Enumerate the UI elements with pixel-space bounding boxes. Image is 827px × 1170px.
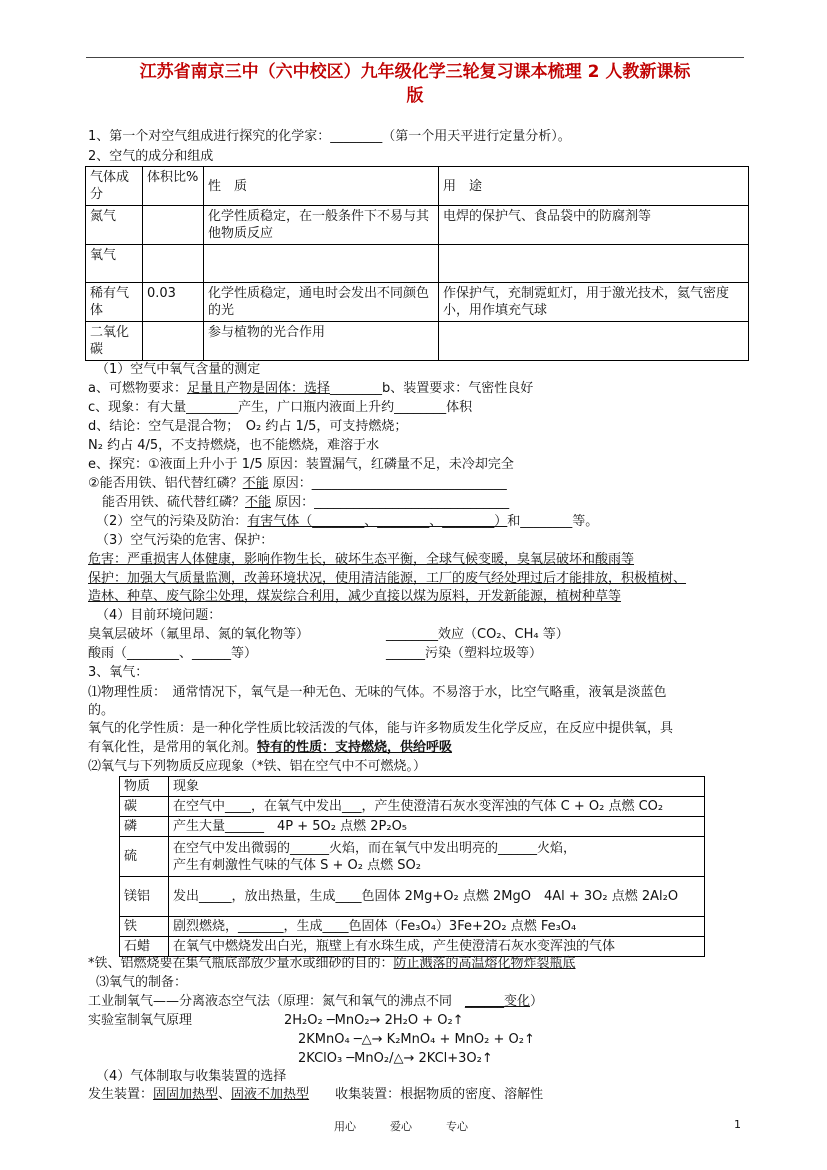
reaction-table bbox=[119, 776, 705, 957]
line-a-prefix: a、可燃物要求： bbox=[88, 381, 187, 396]
chemical-props-text: 有氧化性，是常用的氧化剂。 bbox=[88, 740, 258, 755]
env-plastic: ______污染（塑料垃圾等） bbox=[386, 646, 543, 661]
cell-substance: 硫 bbox=[120, 837, 169, 877]
oxygen-heading: 3、氧气： bbox=[88, 665, 149, 680]
cell-volume bbox=[143, 206, 204, 245]
special-property: 特有的性质：支持燃烧，供给呼吸 bbox=[257, 740, 453, 755]
cell-gas: 二氧化碳 bbox=[86, 322, 143, 361]
line-n2: N₂ 约占 4/5，不支持燃烧，也不能燃烧，难溶于水 bbox=[88, 438, 380, 453]
solid-solid-heating: 固固加热型 bbox=[153, 1087, 219, 1102]
cell-phenomenon: 产生大量______ 4P + 5O₂ 点燃 2P₂O₅ bbox=[169, 817, 705, 837]
cell-phenomenon: 在氧气中燃烧发出白光，瓶壁上有水珠生成，产生使澄清石灰水变浑浊的气体 bbox=[169, 937, 705, 957]
apparatus-sep: 、 bbox=[218, 1087, 232, 1102]
apparatus-line bbox=[88, 1086, 543, 1103]
cell-property: 参与植物的光合作用 bbox=[204, 322, 439, 361]
header-rule bbox=[86, 57, 744, 58]
header-phenomenon: 现象 bbox=[169, 777, 705, 797]
pollution-suffix: 和________等。 bbox=[507, 514, 599, 529]
reaction-header-row bbox=[120, 777, 705, 797]
section-pollution bbox=[96, 513, 598, 530]
physical-props-2: 的。 bbox=[88, 703, 115, 718]
table-row bbox=[120, 837, 705, 877]
pollution-prefix: （2）空气的污染及防治： bbox=[96, 514, 248, 529]
table-row bbox=[86, 283, 749, 322]
footer-word-2: 爱心 bbox=[390, 1120, 412, 1133]
cell-phenomenon: 在空气中____，在氧气中发出___，产生使澄清石灰水变浑浊的气体 C + O₂ 点燃 CO₂ bbox=[169, 797, 705, 817]
cell-gas: 稀有气体 bbox=[86, 283, 143, 322]
cell-volume bbox=[143, 245, 204, 283]
cell-gas: 氧气 bbox=[86, 245, 143, 283]
s-answer: 不能 bbox=[245, 495, 272, 510]
table-header-row bbox=[86, 167, 749, 206]
title-line-2: 版 bbox=[406, 86, 424, 106]
cell-use bbox=[439, 245, 749, 283]
harm-text: 危害：严重损害人体健康，影响作物生长，破坏生态平衡，全球气候变暖，臭氧层破坏和酸雨等 bbox=[88, 552, 635, 567]
footer-word-1: 用心 bbox=[334, 1120, 356, 1133]
title-line-1: 江苏省南京三中（六中校区）九年级化学三轮复习课本梳理 2 人教新课标 bbox=[139, 62, 691, 82]
page-number: 1 bbox=[734, 1118, 741, 1131]
section-oxygen-measure: （1）空气中氧气含量的测定 bbox=[96, 362, 261, 377]
cell-substance: 镁铝 bbox=[120, 877, 169, 917]
s-reason: 原因：______________________________ bbox=[271, 495, 510, 510]
cell-substance: 碳 bbox=[120, 797, 169, 817]
table-row bbox=[120, 797, 705, 817]
table-row bbox=[86, 245, 749, 283]
header-property: 性 质 bbox=[204, 167, 439, 206]
lab-method: 实验室制氧气原理 bbox=[88, 1013, 193, 1028]
sulfur-line-2: 产生有刺激性气味的气体 S + O₂ 点燃 SO₂ bbox=[173, 857, 421, 873]
protect-text-2: 造林、种草、废气除尘处理，煤炭综合利用，减少直接以煤为原料，开发新能源，植树种草等 bbox=[88, 589, 622, 604]
table-row bbox=[86, 322, 749, 361]
equation-kclo3: 2KClO₃ ─MnO₂/△→ 2KCl+3O₂↑ bbox=[298, 1051, 493, 1066]
section-env-issues: （4）目前环境问题： bbox=[96, 608, 222, 623]
env-ozone: 臭氧层破坏（氟里昂、氮的氧化物等） bbox=[88, 627, 310, 642]
line-fe-s bbox=[102, 494, 509, 511]
header-volume: 体积比% bbox=[143, 167, 204, 206]
env-acid-rain: 酸雨（________、______等） bbox=[88, 646, 258, 661]
air-composition-table bbox=[85, 166, 749, 361]
line-a bbox=[88, 380, 533, 397]
cell-use bbox=[439, 322, 749, 361]
cell-substance: 磷 bbox=[120, 817, 169, 837]
line-e: e、探究：①液面上升小于 1/5 原因：装置漏气，红磷量不足，未冷却完全 bbox=[88, 457, 514, 472]
line-d: d、结论：空气是混合物； O₂ 约占 1/5，可支持燃烧； bbox=[88, 419, 408, 434]
industry-blank: ______变化 bbox=[465, 994, 531, 1009]
line-a-rest: ________b、装置要求：气密性良好 bbox=[329, 381, 534, 396]
cell-property: 化学性质稳定，在一般条件下不易与其他物质反应 bbox=[204, 206, 439, 245]
line-fe-al bbox=[88, 475, 507, 492]
physical-props-1: ⑴物理性质： 通常情况下，氧气是一种无色、无味的气体。不易溶于水，比空气略重，液氧是淡蓝色 bbox=[88, 685, 667, 700]
table-row bbox=[120, 877, 705, 917]
fe-question: ②能否用铁、铝代替红磷？ bbox=[88, 476, 243, 491]
industry-close: ） bbox=[530, 994, 544, 1009]
iron-note-answer: 防止溅落的高温熔化物炸裂瓶底 bbox=[393, 956, 576, 971]
iron-note-text: *铁、铝燃烧要在集气瓶底部放少量水或细砂的目的： bbox=[88, 956, 394, 971]
cell-property bbox=[204, 245, 439, 283]
env-greenhouse: ________效应（CO₂、CH₄ 等） bbox=[386, 627, 569, 642]
cell-phenomenon: 剧烈燃烧，_______，生成____色固体（Fe₃O₄）3Fe+2O₂ 点燃 Fe₃O₄ bbox=[169, 917, 705, 937]
document-title bbox=[80, 60, 750, 108]
cell-volume: 0.03 bbox=[143, 283, 204, 322]
s-question: 能否用铁、硫代替红磷？ bbox=[102, 495, 246, 510]
chemical-props-2 bbox=[88, 739, 452, 756]
apparatus-label: 发生装置： bbox=[88, 1087, 154, 1102]
industry-method bbox=[88, 993, 543, 1010]
chemical-props-1: 氧气的化学性质：是一种化学性质比较活泼的气体，能与许多物质发生化学反应，在反应中提供氧，具 bbox=[88, 721, 674, 736]
cell-gas: 氮气 bbox=[86, 206, 143, 245]
fe-reason: 原因：______________________________ bbox=[268, 476, 507, 491]
reaction-heading: ⑵氧气与下列物质反应现象（*铁、铝在空气中不可燃烧。） bbox=[88, 759, 427, 774]
question-1: 1、第一个对空气组成进行探究的化学家：________（第一个用天平进行定量分析）。 bbox=[88, 129, 571, 144]
footer-word-3: 专心 bbox=[446, 1120, 468, 1133]
cell-use: 电焊的保护气、食品袋中的防腐剂等 bbox=[439, 206, 749, 245]
pollution-gases: 有害气体（________、________、________） bbox=[247, 514, 508, 529]
fe-answer: 不能 bbox=[242, 476, 269, 491]
iron-note bbox=[88, 955, 576, 972]
section-apparatus: （4）气体制取与收集装置的选择 bbox=[96, 1069, 287, 1084]
question-2: 2、空气的成分和组成 bbox=[88, 149, 214, 164]
industry-text: 工业制氧气——分离液态空气法（原理：氮气和氧气的沸点不同 bbox=[88, 994, 466, 1009]
line-a-underlined: 足量且产物是固体：选择 bbox=[186, 381, 330, 396]
section-preparation: ⑶氧气的制备： bbox=[96, 975, 188, 990]
header-gas: 气体成分 bbox=[86, 167, 143, 206]
protect-text-1: 保护：加强大气质量监测，改善环境状况，使用清洁能源，工厂的废气经处理过后才能排放，积极植树、 bbox=[88, 571, 687, 586]
cell-phenomenon bbox=[169, 837, 705, 877]
collection-text: 收集装置：根据物质的密度、溶解性 bbox=[309, 1087, 544, 1102]
table-row bbox=[120, 917, 705, 937]
cell-use: 作保护气，充制霓虹灯，用于激光技术，氦气密度小，用作填充气球 bbox=[439, 283, 749, 322]
header-substance: 物质 bbox=[120, 777, 169, 797]
cell-property: 化学性质稳定，通电时会发出不同颜色的光 bbox=[204, 283, 439, 322]
cell-phenomenon: 发出_____，放出热量，生成____色固体 2Mg+O₂ 点燃 2MgO 4Al + 3O₂ 点燃 2Al₂O bbox=[169, 877, 705, 917]
cell-volume bbox=[143, 322, 204, 361]
equation-kmno4: 2KMnO₄ ─△→ K₂MnO₄ + MnO₂ + O₂↑ bbox=[298, 1032, 535, 1047]
table-row bbox=[120, 937, 705, 957]
line-c: c、现象：有大量________产生，广口瓶内液面上升约________体积 bbox=[88, 400, 473, 415]
header-use: 用 途 bbox=[439, 167, 749, 206]
sulfur-line-1: 在空气中发出微弱的______火焰，而在氧气中发出明亮的______火焰， bbox=[173, 840, 577, 856]
table-row bbox=[120, 817, 705, 837]
equation-h2o2: 2H₂O₂ ─MnO₂→ 2H₂O + O₂↑ bbox=[284, 1013, 464, 1028]
table-row bbox=[86, 206, 749, 245]
cell-substance: 石蜡 bbox=[120, 937, 169, 957]
cell-substance: 铁 bbox=[120, 917, 169, 937]
section-harm-protect: （3）空气污染的危害、保护： bbox=[96, 533, 274, 548]
solid-liquid-no-heat: 固液不加热型 bbox=[231, 1087, 310, 1102]
